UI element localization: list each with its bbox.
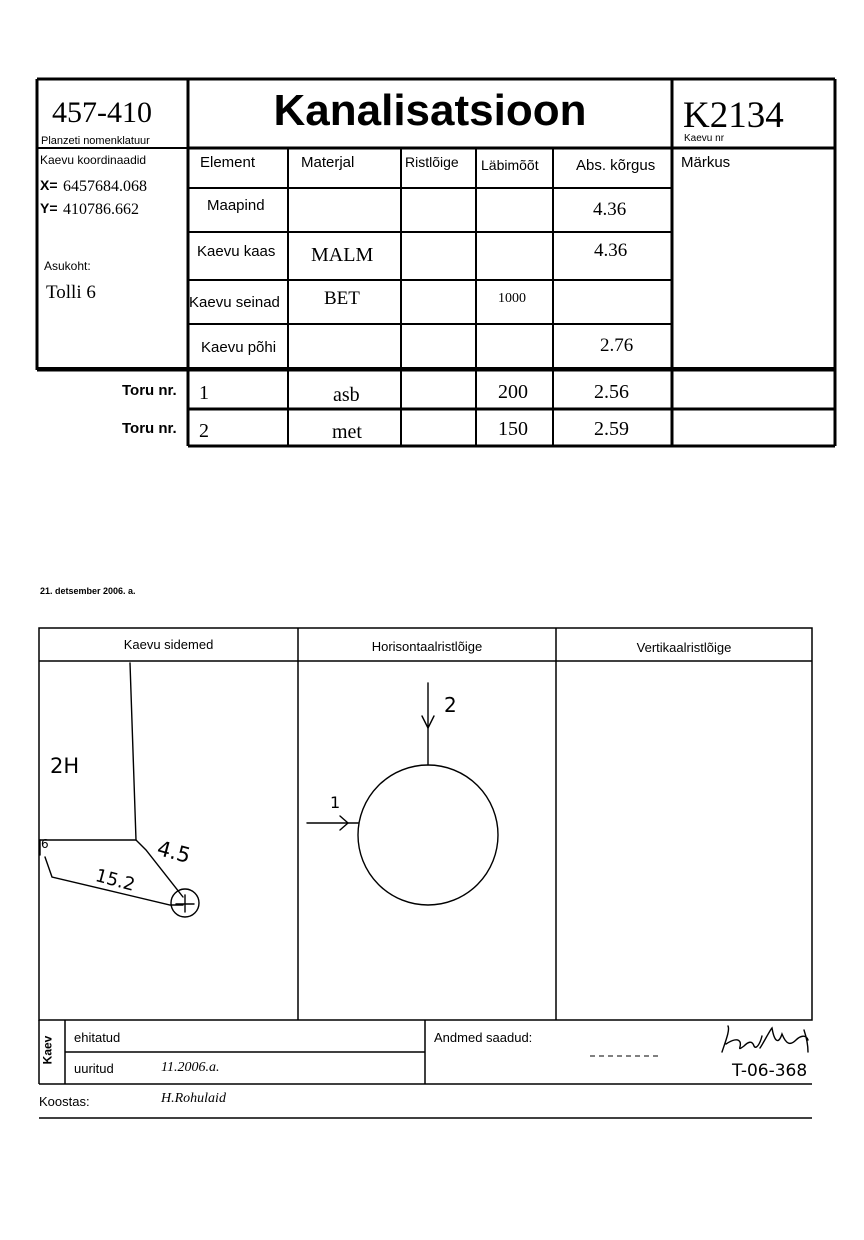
- element-name: Kaevu seinad: [189, 294, 280, 311]
- sketch-label-a: 2H: [50, 754, 80, 778]
- col-material: Materjal: [301, 154, 355, 171]
- well-caption: Kaevu nr: [684, 133, 725, 144]
- sketch-label-d: 6: [41, 837, 49, 851]
- element-elevation: 4.36: [593, 199, 627, 220]
- element-elevation: 4.36: [594, 240, 628, 261]
- section-label-pipe-1: 1: [330, 793, 341, 812]
- signature-icon: [722, 1026, 808, 1052]
- sketch-label-b: 4.5: [154, 836, 194, 868]
- surveyed-value: 11.2006.a.: [161, 1060, 220, 1075]
- col-elevation: Abs. kõrgus: [576, 157, 656, 174]
- page-title: Kanalisatsioon: [273, 86, 587, 135]
- pipe-material: met: [332, 421, 362, 443]
- pipe-label: Toru nr.: [122, 420, 177, 437]
- document-date: 21. detsember 2006. a.: [40, 586, 136, 596]
- sketch-label-c: 15.2: [93, 865, 138, 896]
- data-received-label: Andmed saadud:: [434, 1030, 533, 1045]
- pipe-label: Toru nr.: [122, 382, 177, 399]
- element-name: Kaevu põhi: [201, 339, 277, 356]
- element-material: MALM: [311, 244, 374, 266]
- location-value: Tolli 6: [46, 282, 96, 303]
- pipe-number: 1: [199, 382, 209, 404]
- x-label: X=: [40, 177, 58, 193]
- element-name: Maapind: [207, 197, 265, 214]
- sheet-caption: Planzeti nomenklatuur: [41, 135, 150, 147]
- y-value: 410786.662: [63, 201, 139, 218]
- horizontal-title: Horisontaalristlõige: [371, 639, 483, 654]
- x-value: 6457684.068: [63, 178, 147, 195]
- pipe-elevation: 2.59: [594, 418, 629, 440]
- author-label: Koostas:: [39, 1094, 90, 1109]
- sheet-number: 457-410: [52, 96, 152, 129]
- element-diameter: 1000: [498, 291, 526, 306]
- coordinates-label: Kaevu koordinaadid: [40, 153, 147, 167]
- element-material: BET: [324, 288, 360, 309]
- section-label-pipe-2: 2: [444, 693, 457, 717]
- author-value: H.Rohulaid: [161, 1091, 226, 1106]
- element-elevation: 2.76: [600, 335, 634, 356]
- remarks-label: Märkus: [681, 154, 731, 171]
- pipe-material: asb: [333, 384, 360, 406]
- pipe-number: 2: [199, 420, 209, 442]
- element-name: Kaevu kaas: [197, 243, 276, 260]
- col-section: Ristlõige: [405, 154, 459, 170]
- location-label: Asukoht:: [44, 259, 91, 273]
- vertical-title: Vertikaalristlõige: [636, 640, 732, 655]
- y-label: Y=: [40, 200, 58, 216]
- surveyed-label: uuritud: [74, 1061, 114, 1076]
- built-label: ehitatud: [74, 1030, 121, 1045]
- connections-title: Kaevu sidemed: [123, 637, 214, 652]
- pipe-diameter: 200: [498, 381, 528, 403]
- pipe-elevation: 2.56: [594, 381, 629, 403]
- col-element: Element: [200, 154, 256, 171]
- pipe-diameter: 150: [498, 418, 528, 440]
- received-value: T-06-368: [732, 1061, 808, 1081]
- well-number: K2134: [683, 95, 784, 136]
- well-vertical-label: Kaev: [40, 1035, 55, 1065]
- col-diameter: Läbimõõt: [481, 157, 539, 173]
